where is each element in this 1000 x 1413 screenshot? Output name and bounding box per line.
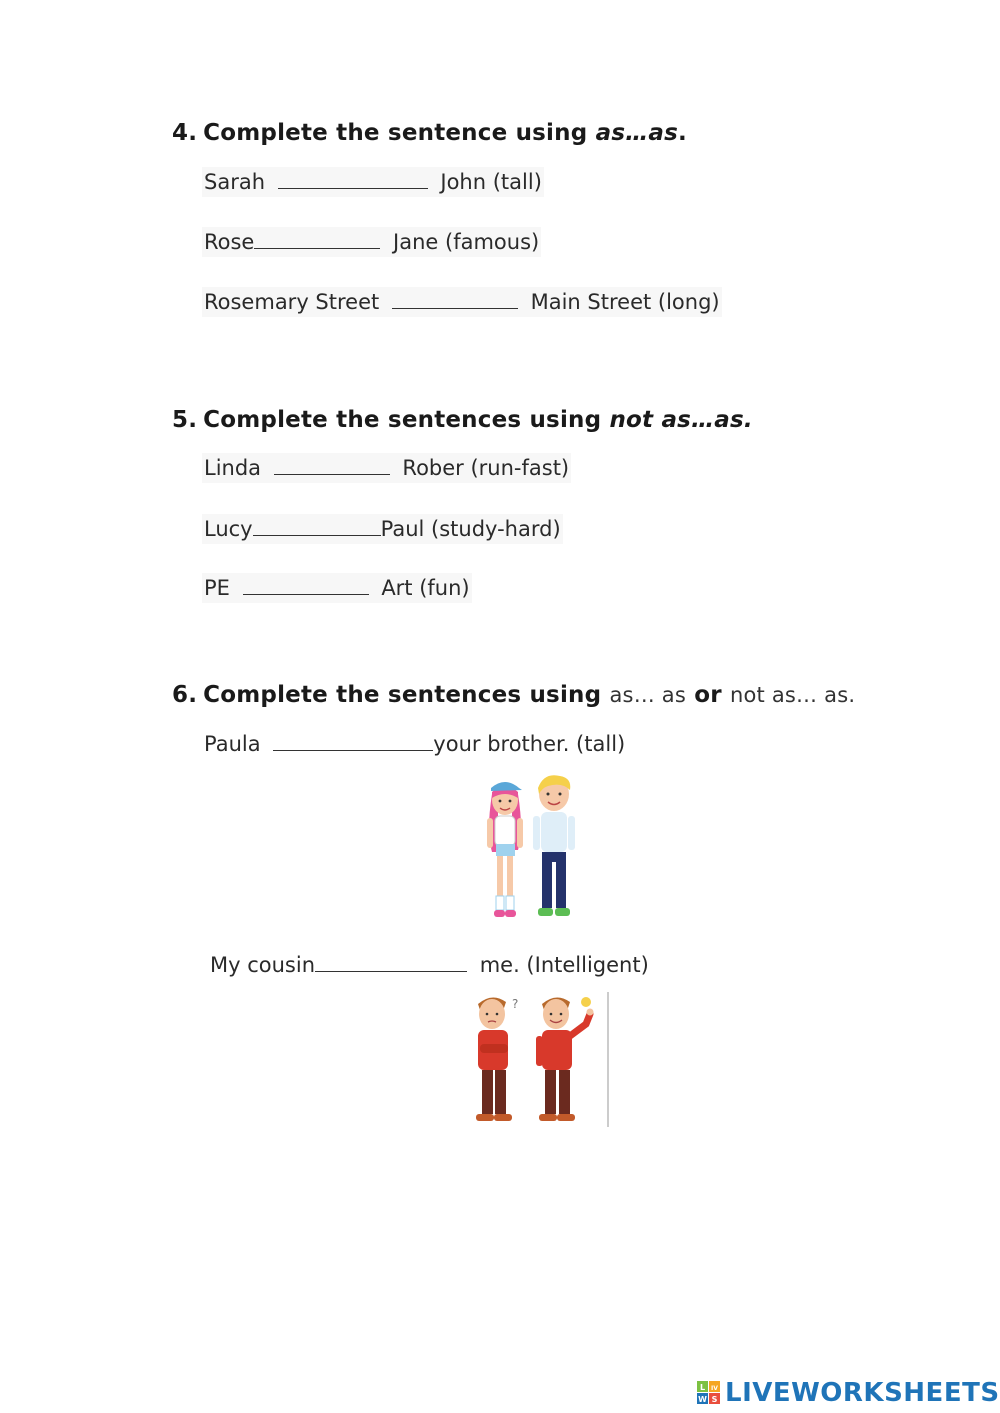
exercise-line bbox=[202, 453, 571, 483]
answer-blank[interactable] bbox=[315, 952, 467, 972]
section-4-heading bbox=[172, 120, 687, 146]
girl-and-boy-illustration bbox=[478, 772, 588, 927]
section-number: 6. bbox=[172, 682, 198, 708]
object-text: me. (Intelligent) bbox=[479, 953, 649, 977]
girl-figure bbox=[487, 782, 523, 917]
logo-badge-letter: L bbox=[699, 1383, 706, 1392]
option-as-as: as… as bbox=[609, 683, 686, 707]
instruction-emphasis: not as…as. bbox=[609, 407, 753, 433]
exercise-line bbox=[202, 287, 722, 317]
exercise-line bbox=[208, 950, 651, 980]
logo-badge-letter: IV bbox=[711, 1385, 718, 1392]
object-text: Jane (famous) bbox=[393, 230, 540, 254]
section-5-heading bbox=[172, 407, 753, 433]
instruction-text: Complete the sentences using bbox=[203, 682, 610, 708]
answer-blank[interactable] bbox=[274, 455, 390, 475]
section-number: 5. bbox=[172, 407, 198, 433]
smart-boy-figure bbox=[536, 997, 594, 1121]
boy-figure bbox=[533, 775, 575, 916]
liveworksheets-logo[interactable] bbox=[697, 1378, 1000, 1408]
subject-text: Lucy bbox=[204, 517, 253, 541]
answer-blank[interactable] bbox=[273, 731, 433, 751]
exercise-line bbox=[202, 167, 544, 197]
subject-text: Sarah bbox=[204, 170, 266, 194]
section-number: 4. bbox=[172, 120, 198, 146]
instruction-text: Complete the sentence using bbox=[203, 120, 596, 146]
object-text: Art (fun) bbox=[381, 576, 470, 600]
or-text: or bbox=[694, 682, 722, 708]
instruction-text: Complete the sentences using bbox=[203, 407, 610, 433]
object-text: Rober (run-fast) bbox=[402, 456, 570, 480]
section-6-heading bbox=[172, 682, 855, 708]
instruction-emphasis: as…as bbox=[595, 120, 679, 146]
svg-text:?: ? bbox=[512, 997, 519, 1011]
object-text: Paul (study-hard) bbox=[380, 517, 561, 541]
thinking-boys-illustration bbox=[462, 992, 612, 1127]
logo-badge-letter: S bbox=[711, 1395, 718, 1404]
exercise-line bbox=[202, 227, 541, 257]
answer-blank[interactable] bbox=[392, 289, 518, 309]
answer-blank[interactable] bbox=[254, 229, 380, 249]
confused-boy-figure bbox=[476, 997, 518, 1121]
subject-text: Rose bbox=[204, 230, 255, 254]
object-text: John (tall) bbox=[440, 170, 542, 194]
subject-text: My cousin bbox=[210, 953, 316, 977]
subject-text: Linda bbox=[204, 456, 262, 480]
option-not-as-as: not as… as. bbox=[729, 683, 856, 707]
answer-blank[interactable] bbox=[253, 516, 381, 536]
logo-badge-letter: W bbox=[698, 1395, 707, 1404]
subject-text: PE bbox=[204, 576, 230, 600]
subject-text: Rosemary Street bbox=[204, 290, 380, 314]
logo-badge-icon bbox=[697, 1381, 721, 1405]
subject-text: Paula bbox=[204, 732, 261, 756]
exercise-line bbox=[202, 729, 627, 759]
object-text: your brother. (tall) bbox=[433, 732, 626, 756]
object-text: Main Street (long) bbox=[530, 290, 720, 314]
exercise-line bbox=[202, 514, 563, 544]
exercise-line bbox=[202, 573, 472, 603]
answer-blank[interactable] bbox=[243, 575, 369, 595]
instruction-end: . bbox=[678, 120, 687, 146]
answer-blank[interactable] bbox=[278, 169, 428, 189]
logo-text: LIVEWORKSHEETS bbox=[725, 1378, 1000, 1408]
